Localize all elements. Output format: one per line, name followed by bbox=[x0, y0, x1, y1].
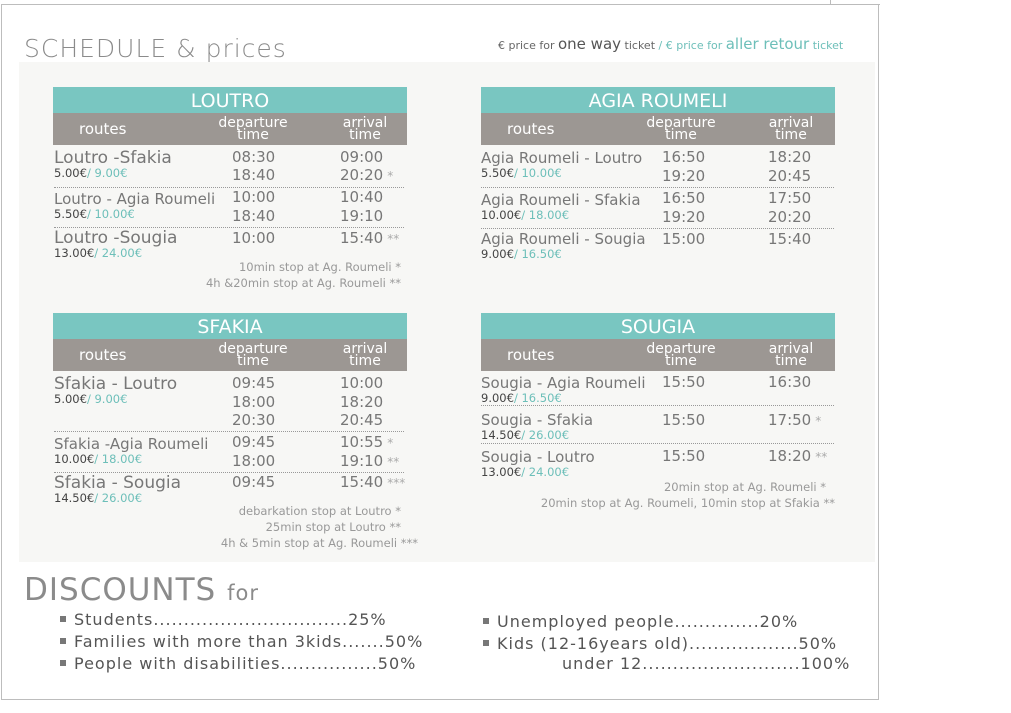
footnote: 10min stop at Ag. Roumeli * bbox=[238, 260, 401, 274]
price-oneway: 5.00€ bbox=[54, 392, 87, 406]
corner-mark bbox=[830, 0, 880, 5]
col-arrival-time: time bbox=[349, 127, 381, 143]
discount-text: Kids (12-16years old)..................50% bbox=[497, 634, 838, 653]
arrival-time: 09:00 bbox=[340, 148, 384, 166]
discount-text: Unemployed people..............20% bbox=[497, 612, 799, 631]
route-price bbox=[54, 247, 177, 260]
footnote: debarkation stop at Loutro * bbox=[238, 504, 401, 518]
route-price bbox=[54, 208, 215, 221]
route-name: Loutro - Agia Roumeli bbox=[54, 190, 216, 208]
row-divider bbox=[481, 405, 834, 406]
legend-text: ticket bbox=[621, 39, 656, 52]
route-price bbox=[54, 453, 208, 466]
arrival-time: 16:30 bbox=[768, 373, 812, 391]
route-price bbox=[481, 429, 593, 442]
price-return: / 26.00€ bbox=[521, 428, 570, 442]
route-price bbox=[481, 167, 642, 180]
departure-time: 09:45 bbox=[232, 433, 276, 451]
route-loutro-sfakia bbox=[54, 150, 172, 180]
agia-roumeli-title: AGIA ROUMELI bbox=[481, 87, 835, 113]
price-return: / 10.00€ bbox=[513, 166, 562, 180]
arrival-time bbox=[340, 452, 399, 472]
arrival-time: 20:20 bbox=[768, 208, 812, 226]
row-divider bbox=[54, 431, 404, 432]
route-name: Sfakia - Sougia bbox=[54, 473, 182, 493]
discount-text: People with disabilities................50% bbox=[74, 654, 417, 673]
price-return: / 16.50€ bbox=[513, 247, 562, 261]
price-oneway: 13.00€ bbox=[54, 246, 95, 260]
footnote: 25min stop at Loutro ** bbox=[265, 520, 401, 534]
route-price bbox=[481, 392, 646, 405]
departure-time: 19:20 bbox=[662, 208, 706, 226]
col-departure bbox=[213, 117, 293, 141]
sfakia-table bbox=[53, 313, 407, 371]
footnote: 20min stop at Ag. Roumeli * bbox=[663, 480, 826, 494]
price-oneway: 5.50€ bbox=[54, 207, 87, 221]
loutro-table bbox=[53, 87, 407, 145]
price-legend bbox=[498, 35, 843, 53]
route-loutro-agia bbox=[54, 191, 215, 221]
arrival-time bbox=[340, 433, 393, 453]
price-return: / 18.00€ bbox=[521, 208, 570, 222]
row-divider bbox=[481, 228, 834, 229]
departure-time: 15:50 bbox=[662, 373, 706, 391]
col-arrival-time: time bbox=[775, 353, 807, 369]
route-price bbox=[481, 466, 595, 479]
footnote: 4h & 5min stop at Ag. Roumeli *** bbox=[220, 536, 418, 550]
route-name: Loutro -Sfakia bbox=[54, 148, 172, 168]
route-name: Sfakia -Agia Roumeli bbox=[54, 435, 209, 453]
price-return: / 9.00€ bbox=[86, 392, 128, 406]
discount-item bbox=[483, 634, 837, 653]
route-sougia-agia bbox=[481, 375, 646, 405]
discounts-for: for bbox=[227, 581, 259, 605]
col-arrival bbox=[751, 343, 831, 367]
col-arrival-time: time bbox=[775, 127, 807, 143]
price-return: / 26.00€ bbox=[94, 491, 143, 505]
col-departure-label: departure bbox=[218, 341, 288, 357]
route-sougia-loutro bbox=[481, 449, 595, 479]
sfakia-title: SFAKIA bbox=[53, 313, 407, 339]
bullet-icon bbox=[483, 618, 489, 624]
arrival-time: 20:45 bbox=[340, 411, 384, 429]
arrival-time bbox=[340, 166, 393, 186]
footnote-star: *** bbox=[387, 476, 406, 490]
discount-item bbox=[562, 654, 850, 673]
price-oneway: 5.50€ bbox=[481, 166, 514, 180]
footnote-star: ** bbox=[815, 450, 828, 464]
col-departure-time: time bbox=[237, 353, 269, 369]
footnote-star: * bbox=[387, 436, 394, 450]
route-name: Agia Roumeli - Loutro bbox=[481, 149, 643, 167]
col-departure-label: departure bbox=[646, 341, 716, 357]
route-name: Agia Roumeli - Sougia bbox=[481, 230, 646, 248]
arrival-time: 15:40 bbox=[768, 230, 812, 248]
legend-text-teal: € price for bbox=[665, 39, 726, 52]
bullet-icon bbox=[483, 640, 489, 646]
legend-text: € price for bbox=[498, 39, 558, 52]
arrival-time bbox=[340, 473, 405, 493]
arrival-value: 15:40 bbox=[340, 229, 384, 247]
loutro-header bbox=[53, 113, 407, 145]
bullet-icon bbox=[60, 616, 66, 622]
departure-time: 18:40 bbox=[232, 207, 276, 225]
departure-time: 18:00 bbox=[232, 393, 276, 411]
departure-time: 15:50 bbox=[662, 411, 706, 429]
arrival-time: 18:20 bbox=[768, 148, 812, 166]
departure-time: 19:20 bbox=[662, 167, 706, 185]
route-sfakia-agia bbox=[54, 436, 208, 466]
col-arrival-label: arrival bbox=[768, 341, 814, 357]
loutro-title: LOUTRO bbox=[53, 87, 407, 113]
departure-time: 16:50 bbox=[662, 189, 706, 207]
departure-time: 10:00 bbox=[232, 188, 276, 206]
price-return: / 24.00€ bbox=[94, 246, 143, 260]
route-agia-sougia bbox=[481, 231, 646, 261]
departure-time: 09:45 bbox=[232, 473, 276, 491]
arrival-value: 20:20 bbox=[340, 166, 384, 184]
col-departure-time: time bbox=[665, 353, 697, 369]
footnote-star: ** bbox=[387, 455, 400, 469]
col-routes: routes bbox=[79, 346, 127, 364]
agia-roumeli-header bbox=[481, 113, 835, 145]
price-return: / 18.00€ bbox=[94, 452, 143, 466]
arrival-time: 18:20 bbox=[340, 393, 384, 411]
route-sfakia-loutro bbox=[54, 376, 177, 406]
price-oneway: 10.00€ bbox=[54, 452, 95, 466]
price-return: / 9.00€ bbox=[86, 166, 128, 180]
arrival-time: 10:40 bbox=[340, 188, 384, 206]
route-price bbox=[54, 393, 177, 406]
route-sfakia-sougia bbox=[54, 475, 181, 505]
route-name: Sougia - Sfakia bbox=[481, 411, 594, 429]
departure-time: 18:40 bbox=[232, 166, 276, 184]
col-routes: routes bbox=[507, 120, 555, 138]
price-oneway: 9.00€ bbox=[481, 247, 514, 261]
col-arrival bbox=[325, 343, 405, 367]
col-arrival bbox=[751, 117, 831, 141]
col-arrival bbox=[325, 117, 405, 141]
price-return: / 16.50€ bbox=[513, 391, 562, 405]
arrival-time bbox=[768, 411, 821, 431]
discounts-title bbox=[24, 572, 259, 608]
page-title: SCHEDULE & prices bbox=[24, 34, 287, 63]
departure-time: 18:00 bbox=[232, 452, 276, 470]
col-departure-label: departure bbox=[218, 115, 288, 131]
departure-time: 08:30 bbox=[232, 148, 276, 166]
departure-time: 15:50 bbox=[662, 447, 706, 465]
arrival-time bbox=[768, 447, 827, 467]
arrival-value: 10:55 bbox=[340, 433, 384, 451]
price-oneway: 14.50€ bbox=[54, 491, 95, 505]
col-arrival-label: arrival bbox=[342, 115, 388, 131]
footnote-star: ** bbox=[387, 232, 400, 246]
row-divider bbox=[481, 443, 834, 444]
col-departure bbox=[641, 117, 721, 141]
col-departure-time: time bbox=[237, 127, 269, 143]
route-price bbox=[481, 209, 641, 222]
footnote-star: * bbox=[387, 169, 394, 183]
route-name: Loutro -Sougia bbox=[54, 228, 178, 248]
price-return: / 10.00€ bbox=[86, 207, 135, 221]
arrival-time: 19:10 bbox=[340, 207, 384, 225]
arrival-time: 20:45 bbox=[768, 167, 812, 185]
discount-item bbox=[60, 610, 387, 629]
legend-oneway: one way bbox=[558, 35, 622, 53]
price-oneway: 5.00€ bbox=[54, 166, 87, 180]
bullet-icon bbox=[60, 660, 66, 666]
price-oneway: 13.00€ bbox=[481, 465, 522, 479]
sfakia-header bbox=[53, 339, 407, 371]
col-departure bbox=[641, 343, 721, 367]
discount-item bbox=[60, 632, 423, 651]
legend-text-teal: ticket bbox=[809, 39, 844, 52]
route-name: Agia Roumeli - Sfakia bbox=[481, 191, 641, 209]
route-agia-sfakia bbox=[481, 192, 641, 222]
arrival-value: 17:50 bbox=[768, 411, 812, 429]
col-routes: routes bbox=[79, 120, 127, 138]
legend-sep: / bbox=[655, 39, 666, 52]
departure-time: 10:00 bbox=[232, 229, 276, 247]
bullet-icon bbox=[60, 638, 66, 644]
arrival-value: 19:10 bbox=[340, 452, 384, 470]
departure-time: 15:00 bbox=[662, 230, 706, 248]
price-oneway: 10.00€ bbox=[481, 208, 522, 222]
col-arrival-label: arrival bbox=[768, 115, 814, 131]
discount-text: under 12..........................100% bbox=[562, 654, 851, 673]
agia-roumeli-table bbox=[481, 87, 835, 145]
col-arrival-label: arrival bbox=[342, 341, 388, 357]
discounts-heading: DISCOUNTS bbox=[24, 572, 217, 608]
arrival-time: 10:00 bbox=[340, 374, 384, 392]
route-loutro-sougia bbox=[54, 230, 177, 260]
footnote: 4h &20min stop at Ag. Roumeli ** bbox=[205, 276, 401, 290]
route-name: Sfakia - Loutro bbox=[54, 374, 178, 394]
route-price bbox=[54, 167, 172, 180]
arrival-value: 15:40 bbox=[340, 473, 384, 491]
sougia-header bbox=[481, 339, 835, 371]
route-name: Sougia - Loutro bbox=[481, 448, 595, 466]
footnote-star: * bbox=[815, 414, 822, 428]
route-name: Sougia - Agia Roumeli bbox=[481, 374, 646, 392]
sougia-title: SOUGIA bbox=[481, 313, 835, 339]
route-agia-loutro bbox=[481, 150, 642, 180]
price-oneway: 14.50€ bbox=[481, 428, 522, 442]
col-departure-label: departure bbox=[646, 115, 716, 131]
departure-time: 16:50 bbox=[662, 148, 706, 166]
col-departure bbox=[213, 343, 293, 367]
legend-aller-retour: aller retour bbox=[725, 35, 810, 53]
price-return: / 24.00€ bbox=[521, 465, 570, 479]
discount-text: Families with more than 3kids.......50% bbox=[74, 632, 424, 651]
price-oneway: 9.00€ bbox=[481, 391, 514, 405]
footnote: 20min stop at Ag. Roumeli, 10min stop at Sfakia ** bbox=[540, 496, 835, 510]
route-sougia-sfakia bbox=[481, 412, 593, 442]
arrival-time: 17:50 bbox=[768, 189, 812, 207]
departure-time: 20:30 bbox=[232, 411, 276, 429]
arrival-value: 18:20 bbox=[768, 447, 812, 465]
discount-item bbox=[60, 654, 416, 673]
col-departure-time: time bbox=[665, 127, 697, 143]
route-price bbox=[54, 492, 181, 505]
col-routes: routes bbox=[507, 346, 555, 364]
discount-text: Students................................25% bbox=[74, 610, 387, 629]
discount-item bbox=[483, 612, 798, 631]
col-arrival-time: time bbox=[349, 353, 381, 369]
route-price bbox=[481, 248, 646, 261]
arrival-time bbox=[340, 229, 399, 249]
row-divider bbox=[481, 187, 834, 188]
sougia-table bbox=[481, 313, 835, 371]
departure-time: 09:45 bbox=[232, 374, 276, 392]
